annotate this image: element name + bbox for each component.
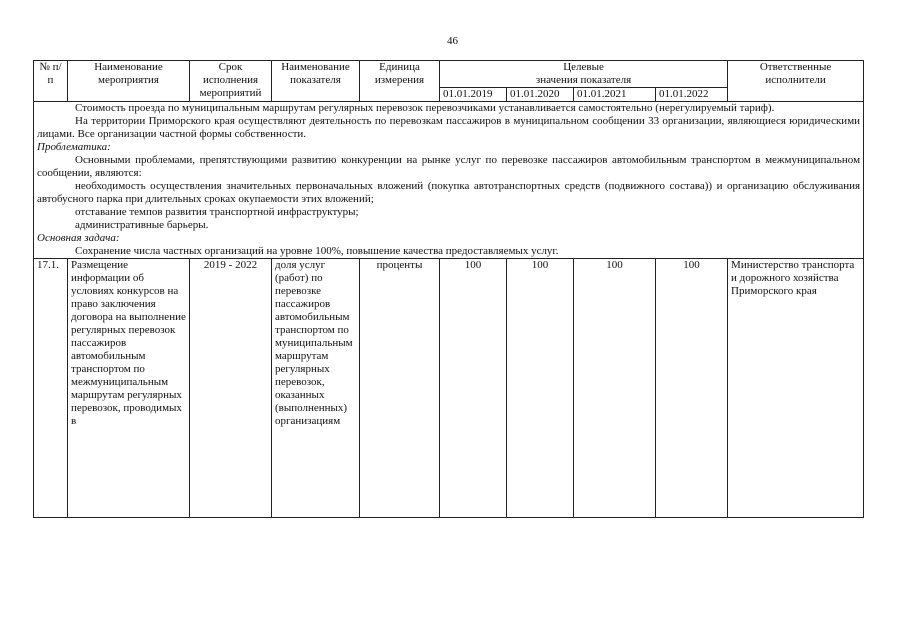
intro-paragraph: Стоимость проезда по муниципальным маршрутам регулярных перевозок перевозчиками устанавливается самостоятельно (нерегулируемый тариф). [75,102,775,114]
row-unit: проценты [360,259,440,518]
year-2019: 01.01.2019 [440,88,507,102]
intro-paragraph: Сохранение числа частных организаций на уровне 100%, повышение качества предоставляемых услуг. [75,245,559,257]
section-heading: Проблематика: [37,141,111,153]
header-term: Срок исполнения мероприятий [190,61,272,102]
row-responsible: Министерство транспорта и дорожного хозяйства Приморского края [728,259,864,518]
header-num: № п/п [34,61,68,102]
year-2021: 01.01.2021 [574,88,656,102]
page-number: 46 [447,35,458,47]
intro-paragraph: отставание темпов развития транспортной инфраструктуры; [75,206,359,218]
intro-paragraph: административные барьеры. [75,219,209,231]
intro-paragraph: На территории Приморского края осуществляют деятельность по перевозкам пассажиров в муниципальном сообщении 33 организации, являющиеся юридическими лицами. Все организации частной формы собственности. [37,115,861,140]
header-unit: Единица измерения [360,61,440,102]
intro-row [34,102,864,259]
measures-table [33,60,864,518]
section-heading: Основная задача: [37,232,120,244]
intro-text [34,102,864,259]
year-2020: 01.01.2020 [507,88,574,102]
row-value-2021: 100 [574,259,656,518]
intro-paragraph: Основными проблемами, препятствующими развитию конкуренции на рынке услуг по перевозке пассажиров автомобильным транспортом в межмуниципальном сообщении, являются: [37,154,861,179]
row-indicator [272,259,360,518]
row-name-text: Размещение информации об условиях конкурсов на право заключения договора на выполнение регулярных перевозок пассажиров автомобильным транспортом по межмуниципальным маршрутам регулярных перевозок, проводимых в [71,259,186,427]
header-target-bottom: значения показателя [440,74,728,88]
header-name: Наименование мероприятия [68,61,190,102]
table-row [34,259,864,518]
row-indicator-text: доля услуг (работ) по перевозке пассажиров автомобильным транспортом по муниципальным маршрутам регулярных перевозок, оказанных (выполненных) организациям [275,259,353,427]
row-name [68,259,190,518]
year-2022: 01.01.2022 [656,88,728,102]
row-value-2022: 100 [656,259,728,518]
header-responsible: Ответственные исполнители [728,61,864,102]
intro-paragraph: необходимость осуществления значительных первоначальных вложений (покупка автотранспортных средств (подвижного состава)) и организацию обслуживания автобусного парка при длительных сроках окупаемости этих вложений; [37,180,861,205]
row-num: 17.1. [34,259,68,518]
row-value-2020: 100 [507,259,574,518]
header-row [34,61,864,75]
row-value-2019: 100 [440,259,507,518]
header-target-top: Целевые [440,61,728,75]
row-term: 2019 - 2022 [190,259,272,518]
header-indicator: Наименование показателя [272,61,360,102]
